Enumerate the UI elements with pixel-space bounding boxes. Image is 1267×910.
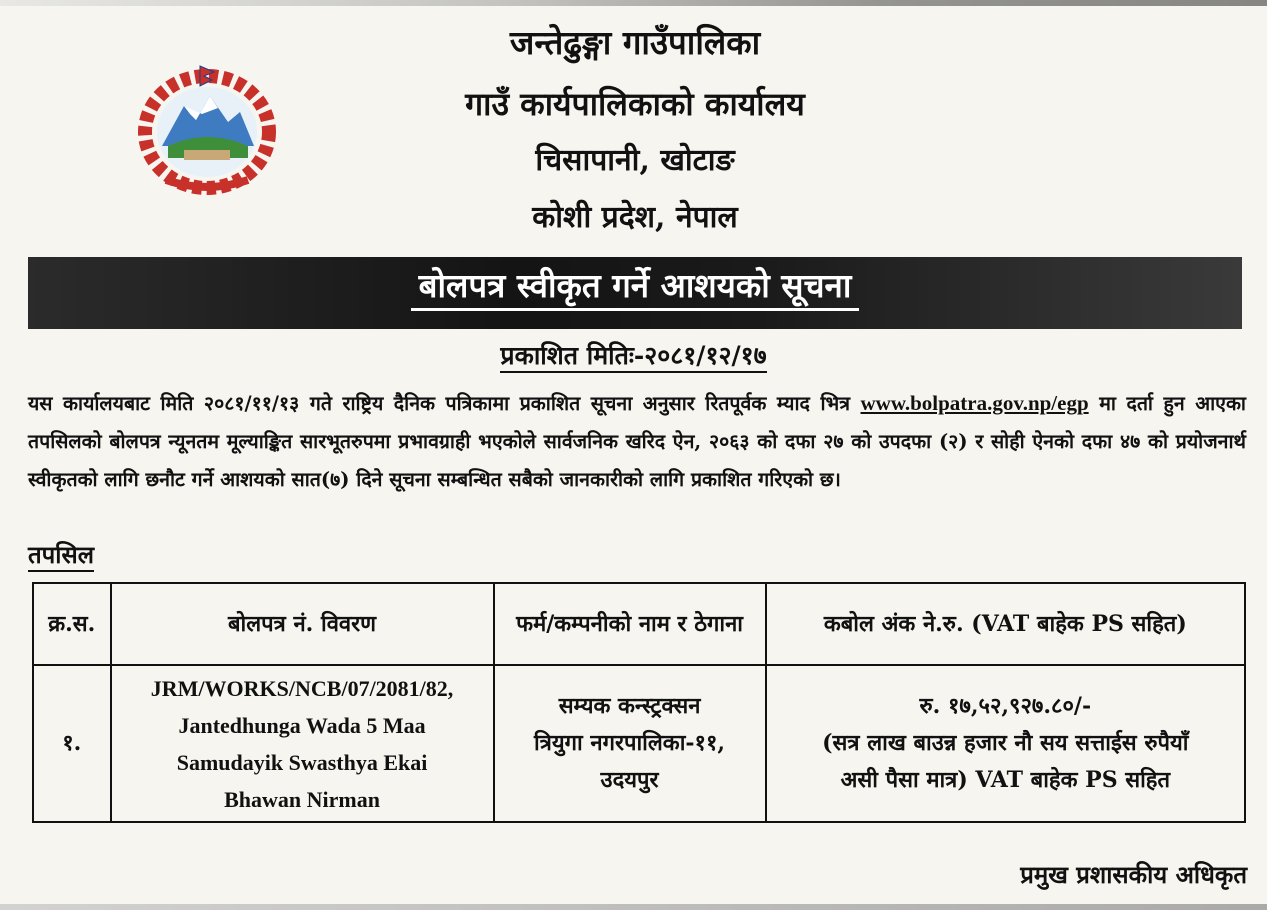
bid-details-table [32,582,1246,823]
notice-title-banner [28,257,1242,329]
notice-body-part1: यस कार्यालयबाट मिति २०८१/११/१३ गते राष्ट्रिय दैनिक पत्रिकामा प्रकाशित सूचना अनुसार रितपूर्वक म्याद भित्र [28,392,850,415]
notice-title: बोलपत्र स्वीकृत गर्ने आशयको सूचना [411,266,860,311]
province-country: कोशी प्रदेश, नेपाल [532,200,738,235]
amount-line: असी पैसा मात्र) VAT बाहेक PS सहित [840,767,1171,793]
table-row [33,665,1245,822]
cell-firm [494,665,766,822]
header-firm: फर्म/कम्पनीको नाम र ठेगाना [494,583,766,665]
scan-edge-top [0,0,1267,6]
table-header-row [33,583,1245,665]
scan-edge-bottom [0,904,1267,910]
bolpatra-link[interactable]: www.bolpatra.gov.np/egp [860,391,1089,415]
firm-line: त्रियुगा नगरपालिका-११, [534,730,726,756]
notice-body-part2: मा दर्ता हुन आएका तपसिलको बोलपत्र न्यूनतम मूल्याङ्कित सारभूतरुपमा प्रभावग्राही भएकोले सार्वजनिक खरिद ऐन, २०६३ को दफा २७ को उपदफा (२) र सोही ऐनको दफा ४७ को प्रयोजनार्थ स्वीकृतको लागि छनौट गर्ने आशयको सात(७) दिने सूचना सम्बन्धित सबैको जानकारीको लागि प्रकाशित गरिएको छ। [28,392,1246,491]
bid-line: Bhawan Nirman [224,786,380,812]
firm-line: सम्यक कन्स्ट्रक्सन [558,693,701,719]
cell-amount [766,665,1245,822]
header-bid-details: बोलपत्र नं. विवरण [111,583,494,665]
published-date-line [0,338,1267,372]
amount-line: (सत्र लाख बाउन्न हजार नौ सय सत्ताईस रुपैयाँ [822,730,1189,756]
header-amount: कबोल अंक ने.रु. (VAT बाहेक PS सहित) [766,583,1245,665]
municipality-name: जन्तेढुङ्गा गाउँपालिका [509,23,761,62]
bid-line: Samudayik Swasthya Ekai [176,749,428,775]
office-name: गाउँ कार्यपालिकाको कार्यालय [465,85,805,123]
header-sn: क्र.स. [33,583,111,665]
bid-line: Jantedhunga Wada 5 Maa [178,712,426,738]
published-date: प्रकाशित मितिः-२०८१/१२/१७ [500,341,766,373]
firm-line: उदयपुर [600,767,659,793]
details-heading: तपसिल [28,540,94,572]
cell-sn: १. [33,665,111,822]
bid-line: JRM/WORKS/NCB/07/2081/82, [150,675,454,701]
nepal-emblem-icon [132,62,282,197]
signatory-title: प्रमुख प्रशासकीय अधिकृत [1020,860,1247,889]
notice-body [28,384,1246,499]
amount-line: रु. १७,५२,९२७.८०/- [919,693,1092,719]
office-address: चिसापानी, खोटाङ [535,143,735,178]
cell-bid-details [111,665,494,822]
